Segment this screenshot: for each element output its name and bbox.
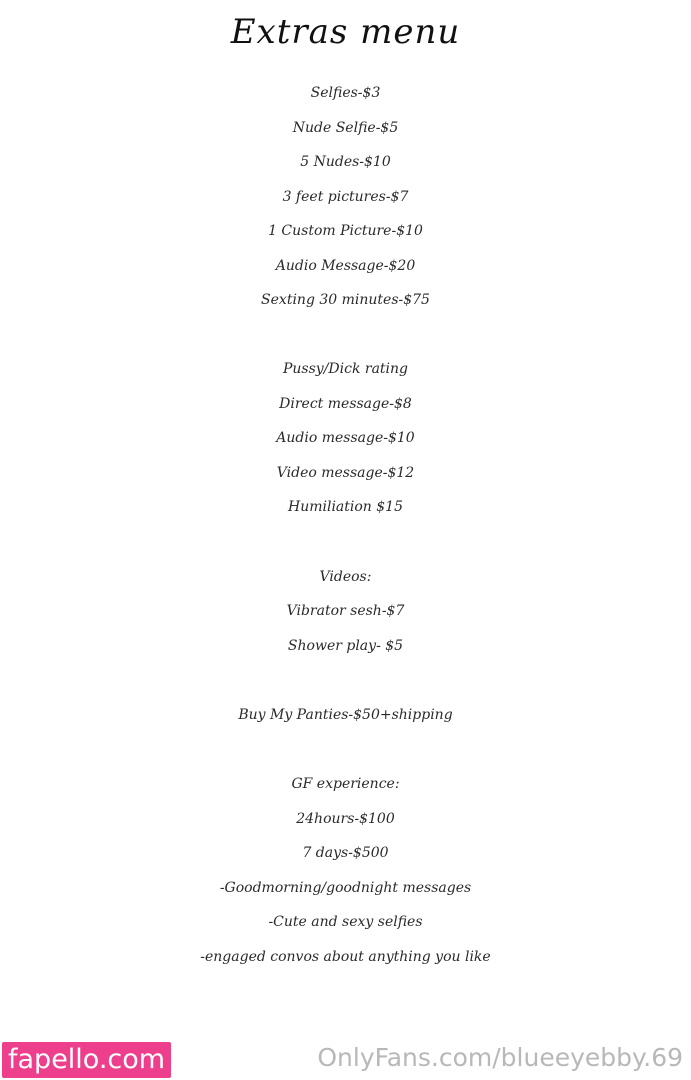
menu-item-5-nudes: 5 Nudes-$10: [300, 154, 391, 170]
page-title: Extras menu: [230, 12, 461, 52]
menu-detail-messages: -Goodmorning/goodnight messages: [219, 880, 472, 896]
menu-detail-selfies: -Cute and sexy selfies: [268, 914, 423, 930]
section-heading-rating: Pussy/Dick rating: [282, 361, 409, 377]
menu-item-sexting: Sexting 30 minutes-$75: [261, 292, 430, 308]
menu-item-shower-play: Shower play- $5: [287, 638, 404, 654]
watermark-onlyfans: OnlyFans.com/blueeyebby.69: [317, 1043, 683, 1072]
menu-item-humiliation: Humiliation $15: [287, 499, 403, 515]
menu-item-video-message: Video message-$12: [276, 465, 415, 481]
menu-item-nude-selfie: Nude Selfie-$5: [292, 120, 399, 136]
menu-item-vibrator: Vibrator sesh-$7: [286, 603, 405, 619]
menu-item-panties: Buy My Panties-$50+shipping: [238, 707, 453, 723]
menu-item-custom-picture: 1 Custom Picture-$10: [268, 223, 423, 239]
watermark-fapello: fapello.com: [2, 1042, 171, 1078]
section-heading-videos: Videos:: [319, 569, 372, 585]
menu-item-24hours: 24hours-$100: [296, 811, 395, 827]
menu-item-selfies: Selfies-$3: [310, 85, 381, 101]
menu-item-feet-pictures: 3 feet pictures-$7: [282, 189, 409, 205]
menu-item-7days: 7 days-$500: [302, 845, 389, 861]
menu-detail-convos: -engaged convos about anything you like: [200, 949, 491, 965]
menu-item-direct-message: Direct message-$8: [279, 396, 412, 412]
section-heading-gf-experience: GF experience:: [291, 776, 400, 792]
menu-item-audio-message-rating: Audio message-$10: [276, 430, 415, 446]
menu-item-audio-message: Audio Message-$20: [275, 258, 416, 274]
